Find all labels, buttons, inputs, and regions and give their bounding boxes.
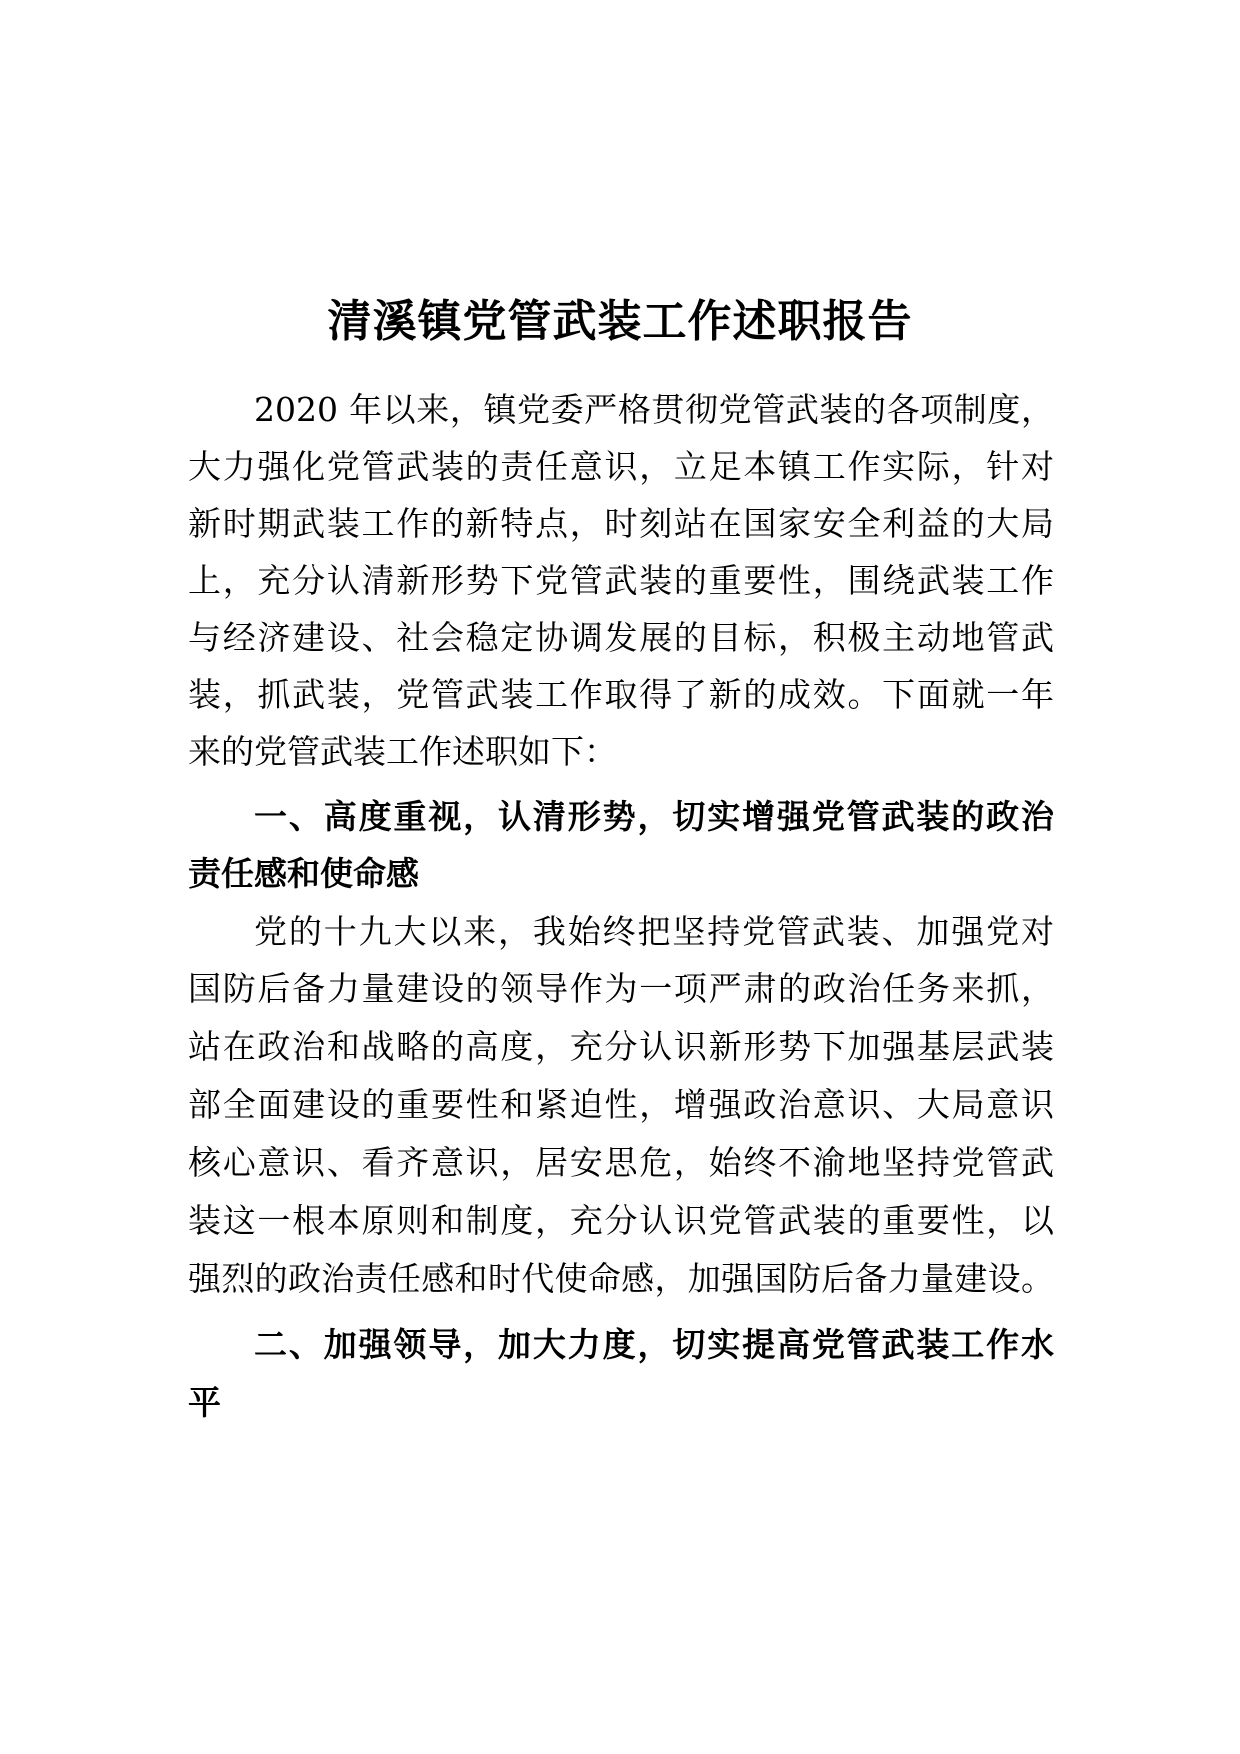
paragraph-2-line-5: 核心意识、看齐意识，居安思危，始终不渝地坚持党管武	[188, 1143, 1054, 1182]
document-title: 清溪镇党管武装工作述职报告	[327, 296, 913, 347]
paragraph-2-line-3: 站在政治和战略的高度，充分认识新形势下加强基层武装	[188, 1027, 1054, 1066]
paragraph-1-line-7: 来的党管武装工作述职如下：	[188, 732, 617, 771]
section-heading-2-line-2: 平	[188, 1383, 221, 1422]
section-heading-2-line-1: 二、加强领导，加大力度，切实提高党管武装工作水	[254, 1325, 1054, 1364]
paragraph-2-line-6: 装这一根本原则和制度，充分认识党管武装的重要性，以	[188, 1201, 1054, 1240]
paragraph-1-line-1: 2020 年以来，镇党委严格贯彻党管武装的各项制度，	[254, 390, 1054, 429]
paragraph-1-line-4: 上，充分认清新形势下党管武装的重要性，围绕武装工作	[188, 561, 1054, 600]
section-heading-1-line-2: 责任感和使命感	[188, 854, 419, 893]
paragraph-2-line-2: 国防后备力量建设的领导作为一项严肃的政治任务来抓，	[188, 969, 1054, 1008]
paragraph-1-line-6: 装，抓武装，党管武装工作取得了新的成效。下面就一年	[188, 675, 1054, 714]
paragraph-2-line-7: 强烈的政治责任感和时代使命感，加强国防后备力量建设。	[188, 1259, 1054, 1298]
section-heading-1-line-1: 一、高度重视，认清形势，切实增强党管武装的政治	[254, 797, 1054, 836]
paragraph-1-line-2: 大力强化党管武装的责任意识，立足本镇工作实际，针对	[188, 447, 1054, 486]
paragraph-1-line-3: 新时期武装工作的新特点，时刻站在国家安全利益的大局	[188, 504, 1054, 543]
paragraph-1-line-5: 与经济建设、社会稳定协调发展的目标，积极主动地管武	[188, 618, 1054, 657]
paragraph-2-line-1: 党的十九大以来，我始终把坚持党管武装、加强党对	[254, 912, 1054, 951]
paragraph-2-line-4: 部全面建设的重要性和紧迫性，增强政治意识、大局意识	[188, 1085, 1054, 1124]
